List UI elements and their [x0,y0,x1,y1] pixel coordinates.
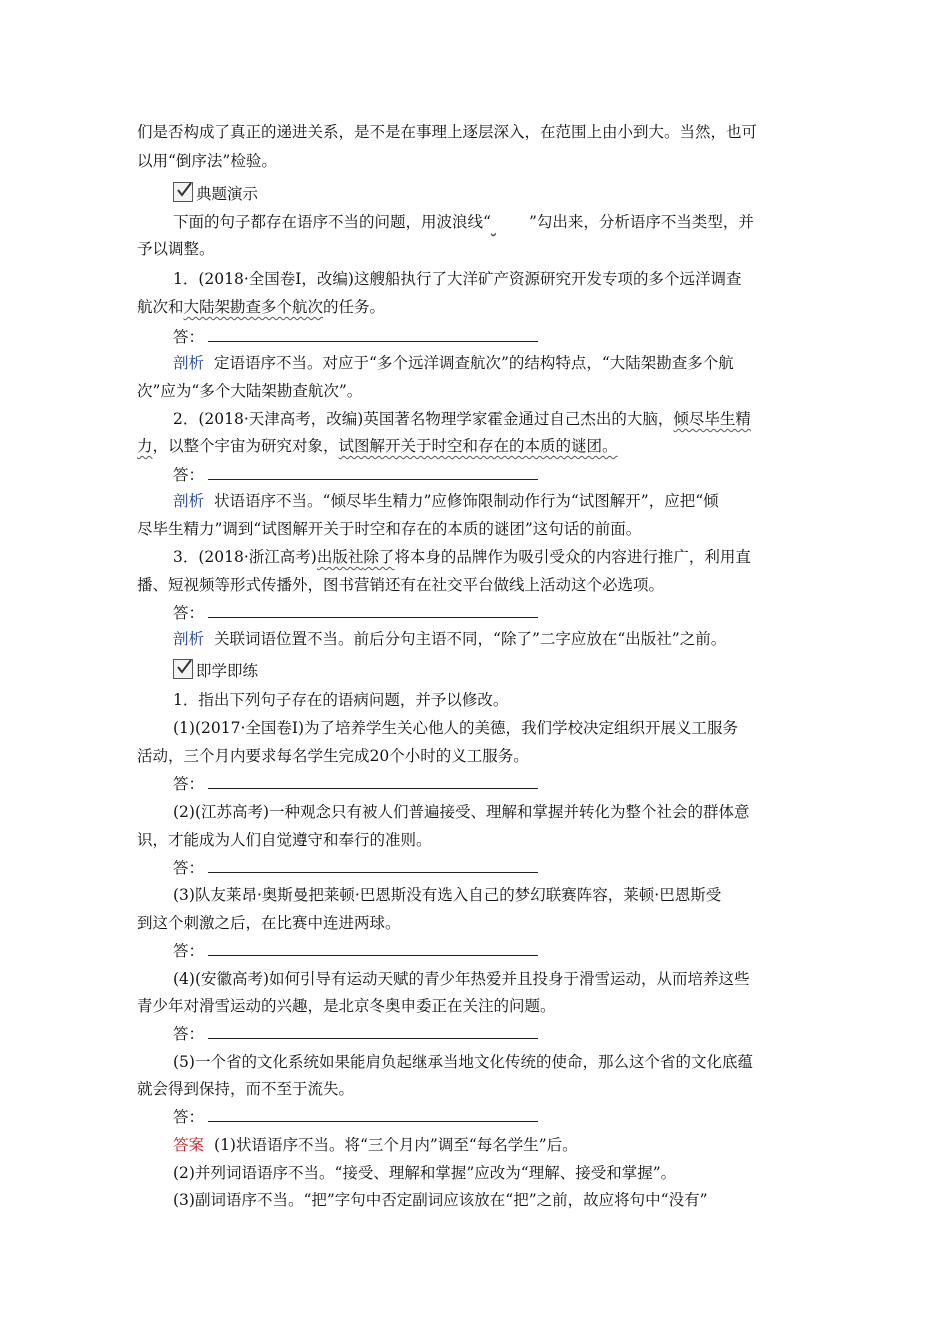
e4-line-2: 青少年对滑雪运动的兴趣，是北京冬奥申委正在关注的问题。 [137,997,556,1015]
analysis-tag: 剖析 [173,354,205,372]
practice-prompt: 1．指出下列句子存在的语病问题，并予以修改。 [173,691,509,709]
q3-line-1: 3．(2018·浙江高考)出版社除了将本身的品牌作为吸引受众的内容进行推广，利用直 [173,548,751,566]
q2-analysis-line-2: 尽毕生精力”调到“试图解开关于时空和存在的本质的谜团”这句话的前面。 [137,520,642,538]
q1-analysis-line-2: 次”应为“多个大陆架勘查航次”。 [137,382,363,400]
answer-line-2: (2)并列词语语序不当。“接受、理解和掌握”应改为“理解、接受和掌握”。 [173,1164,677,1182]
section-title: 典题演示 [196,185,259,203]
q1-line-2: 航次和大陆架勘查多个航次的任务。 [137,298,386,316]
analysis-tag: 剖析 [173,492,205,510]
checkbox-check-icon [173,182,193,202]
wavy-line-sample [491,211,529,233]
q1-analysis-line-1: 剖析 定语语序不当。对应于“多个远洋调查航次”的结构特点，“大陆架勘查多个航 [173,354,734,372]
task-line-2: 予以调整。 [137,240,215,258]
e5-line-2: 就会得到保持，而不至于流失。 [137,1080,355,1098]
q3-answer-field[interactable]: 答： [173,602,538,624]
e2-answer-field[interactable]: 答： [173,857,538,879]
e3-line-2: 到这个刺激之后，在比赛中连进两球。 [137,914,401,932]
q1-line-1: 1．(2018·全国卷Ⅰ，改编)这艘船执行了大洋矿产资源研究开发专项的多个远洋调查 [173,270,742,288]
section-heading-examples [173,182,258,205]
e5-answer-field[interactable]: 答： [173,1106,538,1128]
e2-line-2: 识，才能成为人们自觉遵守和奉行的准则。 [137,831,432,849]
e5-line-1: (5)一个省的文化系统如果能肩负起继承当地文化传统的使命，那么这个省的文化底蕴 [173,1053,753,1071]
q2-line-1: 2．(2018·天津高考，改编)英国著名物理学家霍金通过自己杰出的大脑，倾尽毕生精 [173,410,751,428]
section-heading-practice [173,659,258,682]
answer-line-3: (3)副词语序不当。“把”字句中否定副词应该放在“把”之前，故应将句中“没有” [173,1191,708,1209]
e4-answer-field[interactable]: 答： [173,1023,538,1045]
checkbox-check-icon [173,659,193,679]
e1-line-2: 活动，三个月内要求每名学生完成20个小时的义工服务。 [137,747,529,765]
e3-answer-field[interactable]: 答： [173,940,538,962]
e2-line-1: (2)(江苏高考)一种观念只有被人们普遍接受、理解和掌握并转化为整个社会的群体意 [173,803,750,821]
e4-line-1: (4)(安徽高考)如何引导有运动天赋的青少年热爱并且投身于滑雪运动，从而培养这些 [173,970,750,988]
q3-line-2: 播、短视频等形式传播外，图书营销还有在社交平台做线上活动这个必选项。 [137,576,665,594]
task-line-1: 下面的句子都存在语序不当的问题，用波浪线“ ”勾出来，分析语序不当类型，并 [173,213,754,231]
q2-answer-field[interactable]: 答： [173,464,538,486]
e1-line-1: (1)(2017·全国卷Ⅰ)为了培养学生关心他人的美德，我们学校决定组织开展义工服务 [173,719,739,737]
answer-tag: 答案 [173,1136,205,1154]
q3-analysis-line-1: 剖析 关联词语位置不当。前后分句主语不同，“除了”二字应放在“出版社”之前。 [173,630,727,648]
intro-line-2: 以用“倒序法”检验。 [137,152,277,170]
q1-answer-field[interactable]: 答： [173,326,538,348]
intro-line-1: 们是否构成了真正的递进关系，是不是在事理上逐层深入，在范围上由小到大。当然，也可 [137,123,758,141]
section-title: 即学即练 [196,662,259,680]
answer-line-1: 答案 (1)状语语序不当。将“三个月内”调至“每名学生”后。 [173,1136,578,1154]
q2-analysis-line-1: 剖析 状语语序不当。“倾尽毕生精力”应修饰限制动作行为“试图解开”，应把“倾 [173,492,719,510]
e3-line-1: (3)队友莱昂·奥斯曼把莱顿·巴恩斯没有选入自己的梦幻联赛阵容，莱顿·巴恩斯受 [173,886,722,904]
q2-line-2: 力，以整个宇宙为研究对象，试图解开关于时空和存在的本质的谜团。 [137,437,618,455]
e1-answer-field[interactable]: 答： [173,773,538,795]
analysis-tag: 剖析 [173,630,205,648]
